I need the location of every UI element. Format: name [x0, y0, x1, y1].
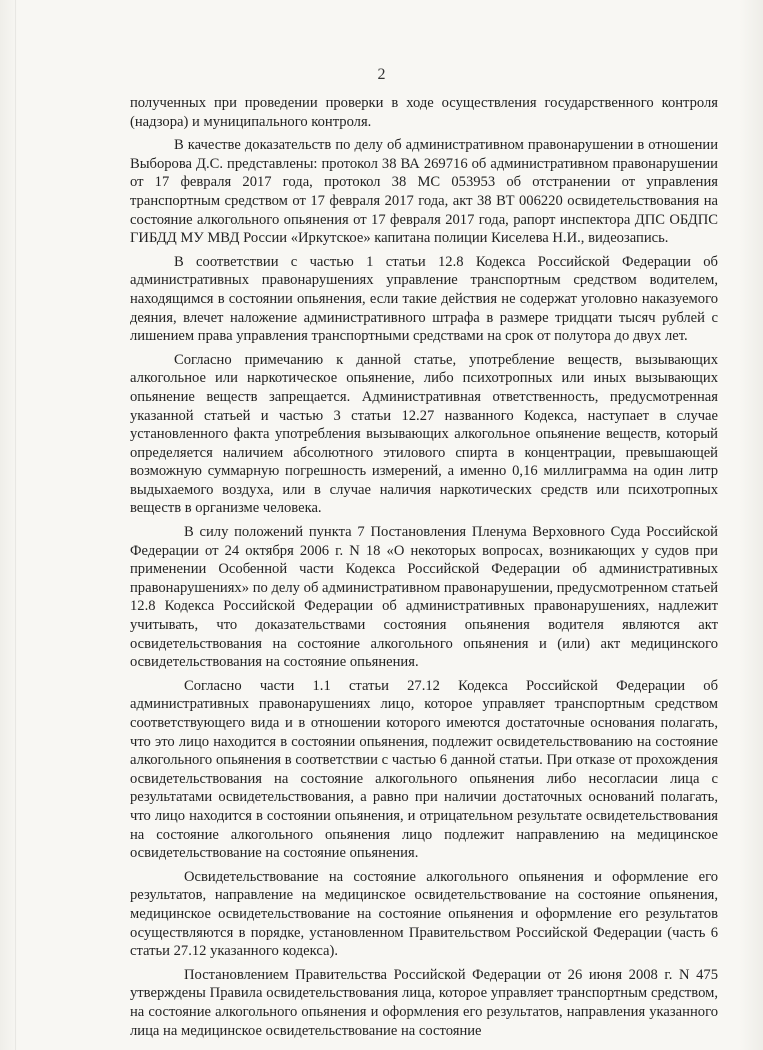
paragraph-note: Согласно примечанию к данной статье, употребление веществ, вызывающих алкогольное или наркотическое опьянение, либо психотропных или иных вызывающих опьянение веществ запрещается. Административная ответственность, предусмотренная указанной статьей и частью 3 статьи 12.27 названного Кодекса, наступает в случае установленного факта употребления вызывающих алкогольное опьянение веществ, который определяется наличием абсолютного этилового спирта в концентрации, превышающей возможную суммарную погрешность измерений, а именно 0,16 миллиграмма на один литр выдыхаемого воздуха, или в случае наличия наркотических средств или психотропных веществ в организме человека. [130, 351, 718, 517]
paragraph-evidence: В качестве доказательств по делу об административном правонарушении в отношении Выборова Д.С. представлены: протокол 38 ВА 269716 об административном правонарушении от 17 февраля 2017 года, протокол 38 МС 053953 об отстранении от управления транспортным средством от 17 февраля 2017 года, акт 38 ВТ 006220 освидетельствования на состояние алкогольного опьянения от 17 февраля 2017 года, рапорт инспектора ДПС ОБДПС ГИБДД МУ МВД России «Иркутское» капитана полиции Киселева Н.И., видеозапись. [130, 137, 718, 247]
paragraph-article-12-8: В соответствии с частью 1 статьи 12.8 Кодекса Российской Федерации об административных правонарушениях управление транспортным средством водителем, находящимся в состоянии опьянения, если такие действия не содержат уголовно наказуемого деяния, влечет наложение административного штрафа в размере тридцати тысяч рублей с лишением права управления транспортными средствами на срок от полутора до двух лет. [130, 253, 718, 345]
paragraph-continuation: полученных при проведении проверки в ходе осуществления государственного контроля (надзора) и муниципального контроля. [130, 95, 718, 130]
page-number: 2 [377, 66, 386, 83]
paragraph-article-27-12: Согласно части 1.1 статьи 27.12 Кодекса Российской Федерации об административных правонарушениях лицо, которое управляет транспортным средством соответствующего вида и в отношении которого имеются достаточные основания полагать, что это лицо находится в состоянии опьянения, подлежит освидетельствованию на состояние алкогольного опьянения в соответствии с частью 6 данной статьи. При отказе от прохождения освидетельствования на состояние алкогольного опьянения либо несогласии лица с результатами освидетельствования, а равно при наличии достаточных оснований полагать, что лицо находится в состоянии опьянения, и отрицательном результате освидетельствования на состояние алкогольного опьянения лицо подлежит направлению на медицинское освидетельствование на состояние опьянения. [130, 677, 718, 862]
page-edge-shadow [15, 0, 16, 1050]
paragraph-government-decree: Постановлением Правительства Российской Федерации от 26 июня 2008 г. N 475 утверждены Правила освидетельствования лица, которое управляет транспортным средством, на состояние алкогольного опьянения и оформления его результатов, направления указанного лица на медицинское освидетельствование на состояние [130, 966, 718, 1039]
document-body [130, 94, 718, 1040]
paragraph-examination-order: Освидетельствование на состояние алкогольного опьянения и оформление его результатов, направление на медицинское освидетельствование на состояние опьянения, медицинское освидетельствование на состояние опьянения и оформление его результатов осуществляются в порядке, установленном Правительством Российской Федерации (часть 6 статьи 27.12 указанного кодекса). [130, 868, 718, 960]
paragraph-plenum: В силу положений пункта 7 Постановления Пленума Верховного Суда Российской Федерации от 24 октября 2006 г. N 18 «О некоторых вопросах, возникающих у судов при применении Особенной части Кодекса Российской Федерации об административных правонарушениях» по делу об административном правонарушении, предусмотренном статьей 12.8 Кодекса Российской Федерации об административных правонарушениях, надлежит учитывать, что доказательствами состояния опьянения водителя являются акт освидетельствования на состояние алкогольного опьянения и (или) акт медицинского освидетельствования на состояние опьянения. [130, 524, 718, 671]
